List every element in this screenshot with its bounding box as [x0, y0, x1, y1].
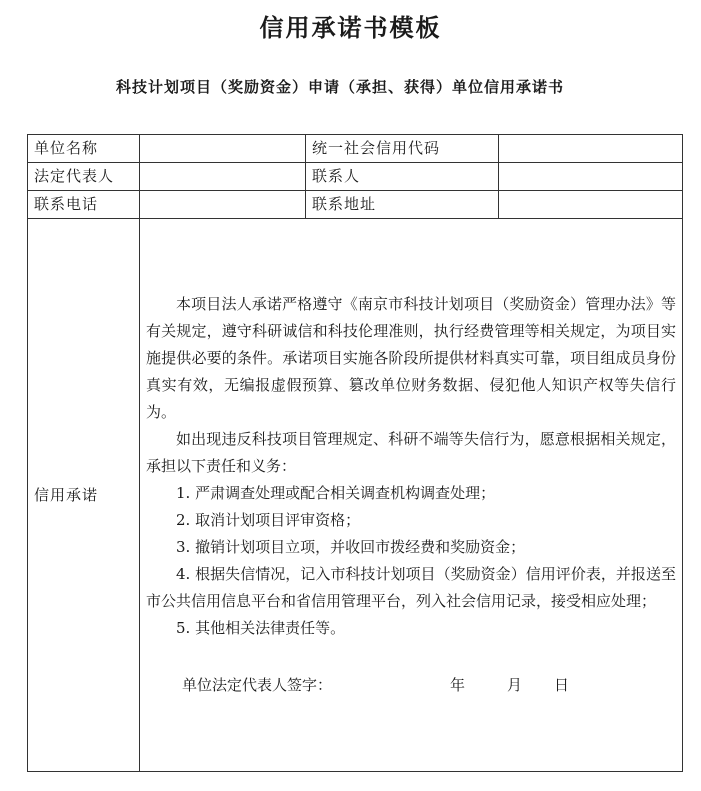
- promise-paragraph: 如出现违反科技项目管理规定、科研不端等失信行为，愿意根据相关规定，承担以下责任和义务：: [146, 430, 676, 475]
- document-title: 信用承诺书模板: [259, 13, 442, 42]
- address-label: 联系地址: [306, 191, 499, 219]
- unit-name-field[interactable]: [140, 135, 306, 163]
- signature-year[interactable]: 年: [450, 676, 466, 694]
- credit-promise-label: 信用承诺: [28, 219, 140, 772]
- phone-field[interactable]: [140, 191, 306, 219]
- responsibility-item: 4. 根据失信情况，记入市科技计划项目（奖励资金）信用评价表，并报送至市公共信用信息平台和省信用管理平台，列入社会信用记录，接受相应处理；: [146, 565, 676, 610]
- signature-day[interactable]: 日: [554, 676, 570, 694]
- responsibility-item: 3. 撤销计划项目立项，并收回市拨经费和奖励资金；: [176, 538, 526, 556]
- address-field[interactable]: [499, 191, 683, 219]
- table-row: [28, 163, 683, 191]
- responsibility-item: 5. 其他相关法律责任等。: [176, 619, 346, 637]
- signature-line: [146, 672, 676, 699]
- responsibility-item: 1. 严肃调查处理或配合相关调查机构调查处理；: [176, 484, 496, 502]
- table-row: [28, 219, 683, 772]
- phone-label: 联系电话: [28, 191, 140, 219]
- table-row: [28, 135, 683, 163]
- unit-name-label: 单位名称: [28, 135, 140, 163]
- responsibility-item: 2. 取消计划项目评审资格；: [176, 511, 361, 529]
- table-row: [28, 191, 683, 219]
- credit-promise-content: [140, 219, 683, 772]
- promise-paragraph: 本项目法人承诺严格遵守《南京市科技计划项目（奖励资金）管理办法》等有关规定，遵守科研诚信和科技伦理准则，执行经费管理等相关规定，为项目实施提供必要的条件。承诺项目实施各阶段所提供材料真实可靠，项目组成员身份真实有效，无编报虚假预算、篡改单位财务数据、侵犯他人知识产权等失信行为。: [146, 295, 676, 421]
- document-subtitle: 科技计划项目（奖励资金）申请（承担、获得）单位信用承诺书: [115, 78, 564, 96]
- legal-rep-field[interactable]: [140, 163, 306, 191]
- credit-code-field[interactable]: [499, 135, 683, 163]
- signature-month[interactable]: 月: [507, 676, 523, 694]
- legal-rep-label: 法定代表人: [28, 163, 140, 191]
- signature-label: 单位法定代表人签字：: [182, 676, 333, 694]
- credit-code-label: 统一社会信用代码: [306, 135, 499, 163]
- credit-promise-form: [27, 134, 683, 772]
- contact-person-label: 联系人: [306, 163, 499, 191]
- contact-person-field[interactable]: [499, 163, 683, 191]
